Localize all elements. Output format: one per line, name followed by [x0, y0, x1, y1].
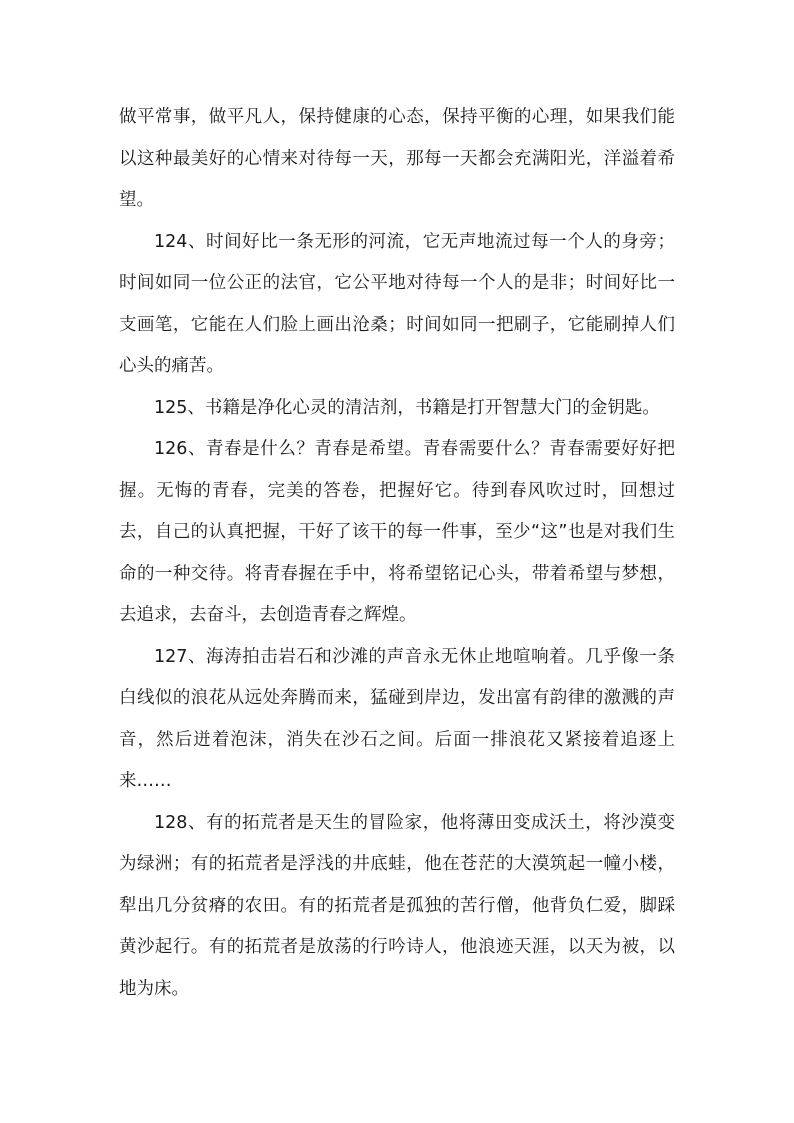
paragraph-126: 126、青春是什么？青春是希望。青春需要什么？青春需要好好把握。无悔的青春，完美的答卷，把握好它。待到春风吹过时，回想过去，自己的认真把握，干好了该干的每一件事，至少“这”也是对我们生命的一种交待。将青春握在手中，将希望铭记心头，带着希望与梦想，去追求，去奋斗，去创造青春之辉煌。	[119, 439, 675, 625]
document-body	[119, 97, 675, 1010]
paragraph-124: 124、时间好比一条无形的河流，它无声地流过每一个人的身旁；时间如同一位公正的法官，它公平地对待每一个人的是非；时间好比一支画笔，它能在人们脸上画出沧桑；时间如同一把刷子，它能刷掉人们心头的痛苦。	[119, 231, 675, 376]
paragraph-125: 125、书籍是净化心灵的清洁剂，书籍是打开智慧大门的金钥匙。	[154, 397, 660, 418]
paragraph-continuation: 做平常事，做平凡人，保持健康的心态，保持平衡的心理，如果我们能以这种最美好的心情来对待每一天，那每一天都会充满阳光，洋溢着希望。	[119, 107, 675, 210]
paragraph-128: 128、有的拓荒者是天生的冒险家，他将薄田变成沃土，将沙漠变为绿洲；有的拓荒者是浮浅的井底蛙，他在苍茫的大漠筑起一幢小楼，犁出几分贫瘠的农田。有的拓荒者是孤独的苦行僧，他背负仁爱，脚踩黄沙起行。有的拓荒者是放荡的行吟诗人，他浪迹天涯，以天为被，以地为床。	[119, 812, 675, 999]
paragraph-127: 127、海涛拍击岩石和沙滩的声音永无休止地喧响着。几乎像一条白线似的浪花从远处奔腾而来，猛碰到岸边，发出富有韵律的激溅的声音，然后迸着泡沫，消失在沙石之间。后面一排浪花又紧接着追逐上来……	[119, 646, 675, 791]
